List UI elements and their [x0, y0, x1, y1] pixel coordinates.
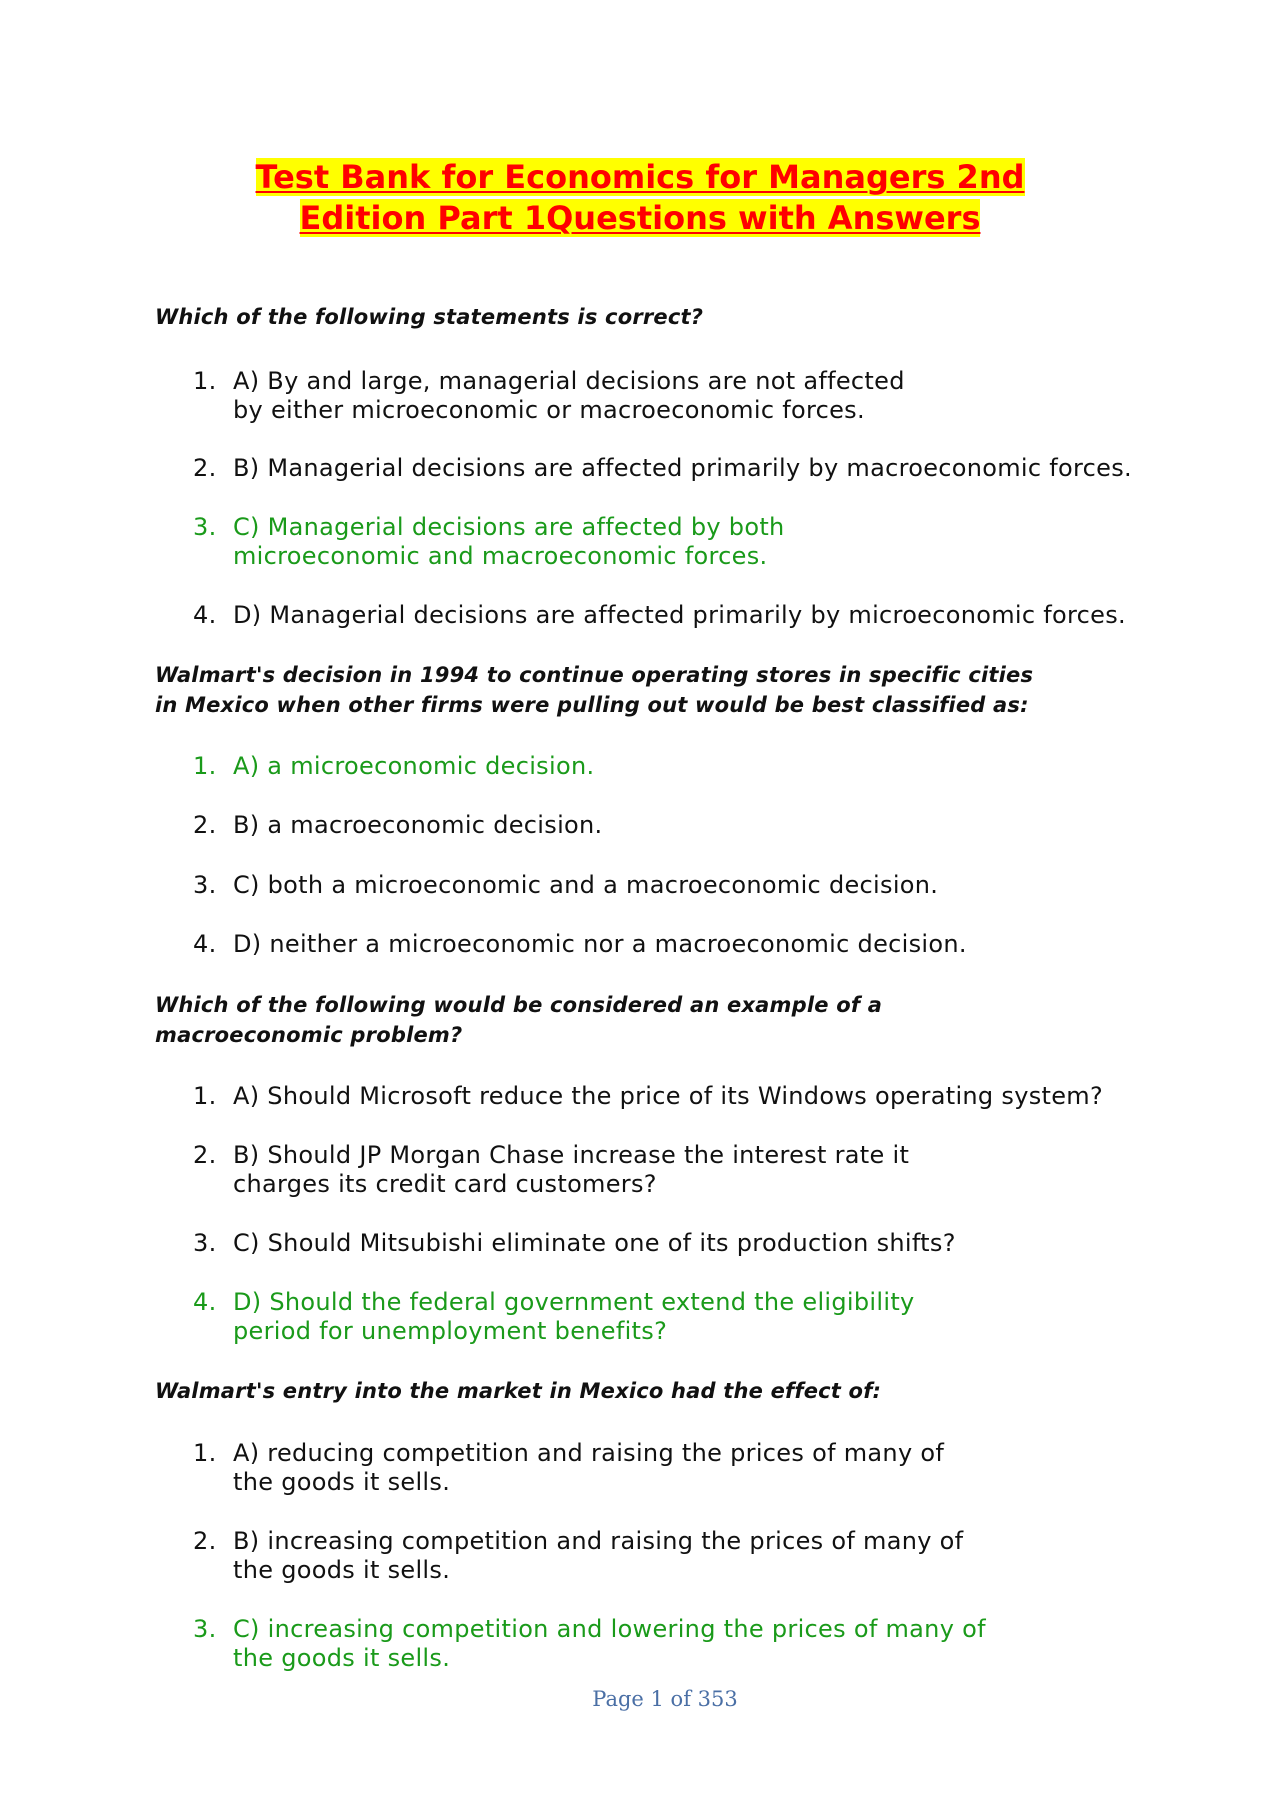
question-2-text: Walmart's decision in 1994 to continue operating stores in specific cities in Mexico when other firms were pulling out would be best classified as: — [155, 663, 1034, 717]
option-text: D) Should the federal government extend the eligibility period for unemployment benefits? — [233, 1288, 915, 1345]
option-number: 3. — [193, 513, 217, 541]
option-number: 4. — [193, 1288, 217, 1316]
option-number: 1. — [193, 1082, 217, 1110]
option-number: 1. — [193, 752, 217, 780]
option-text: C) both a microeconomic and a macroeconomic decision. — [233, 871, 939, 899]
option-text: B) increasing competition and raising the prices of many of the goods it sells. — [233, 1527, 964, 1584]
option-text: D) Managerial decisions are affected primarily by microeconomic forces. — [233, 601, 1126, 629]
option-text: B) Should JP Morgan Chase increase the interest rate it charges its credit card customers? — [233, 1141, 910, 1198]
option-number: 4. — [193, 930, 217, 958]
option-text: B) Managerial decisions are affected primarily by macroeconomic forces. — [233, 454, 1132, 482]
option-text: A) reducing competition and raising the prices of many of the goods it sells. — [233, 1439, 945, 1496]
option-text: D) neither a microeconomic nor a macroeconomic decision. — [233, 930, 967, 958]
option-number: 2. — [193, 454, 217, 482]
option-text: C) increasing competition and lowering the prices of many of the goods it sells. — [233, 1615, 986, 1672]
question-1-text: Which of the following statements is correct? — [155, 305, 704, 329]
option-number: 4. — [193, 601, 217, 629]
page-number-footer: Page 1 of 353 — [592, 1687, 738, 1711]
option-number: 3. — [193, 871, 217, 899]
option-number: 3. — [193, 1615, 217, 1643]
option-text: B) a macroeconomic decision. — [233, 811, 603, 839]
title-line-2: Edition Part 1Questions with Answers — [299, 199, 981, 237]
option-number: 2. — [193, 811, 217, 839]
document-title — [140, 157, 1140, 239]
option-number: 3. — [193, 1229, 217, 1257]
option-text: A) Should Microsoft reduce the price of its Windows operating system? — [233, 1082, 1103, 1110]
option-text: C) Should Mitsubishi eliminate one of its production shifts? — [233, 1229, 956, 1257]
option-number: 2. — [193, 1527, 217, 1555]
title-line-1: Test Bank for Economics for Managers 2nd — [255, 158, 1025, 196]
option-text: A) By and large, managerial decisions are not affected by either microeconomic or macroeconomic forces. — [233, 367, 905, 424]
question-3-text: Which of the following would be considered an example of a macroeconomic problem? — [155, 993, 883, 1047]
option-text: A) a microeconomic decision. — [233, 752, 595, 780]
option-text: C) Managerial decisions are affected by both microeconomic and macroeconomic forces. — [233, 513, 785, 570]
option-number: 1. — [193, 1439, 217, 1467]
option-number: 2. — [193, 1141, 217, 1169]
option-number: 1. — [193, 367, 217, 395]
question-4-text: Walmart's entry into the market in Mexico had the effect of: — [155, 1379, 882, 1403]
